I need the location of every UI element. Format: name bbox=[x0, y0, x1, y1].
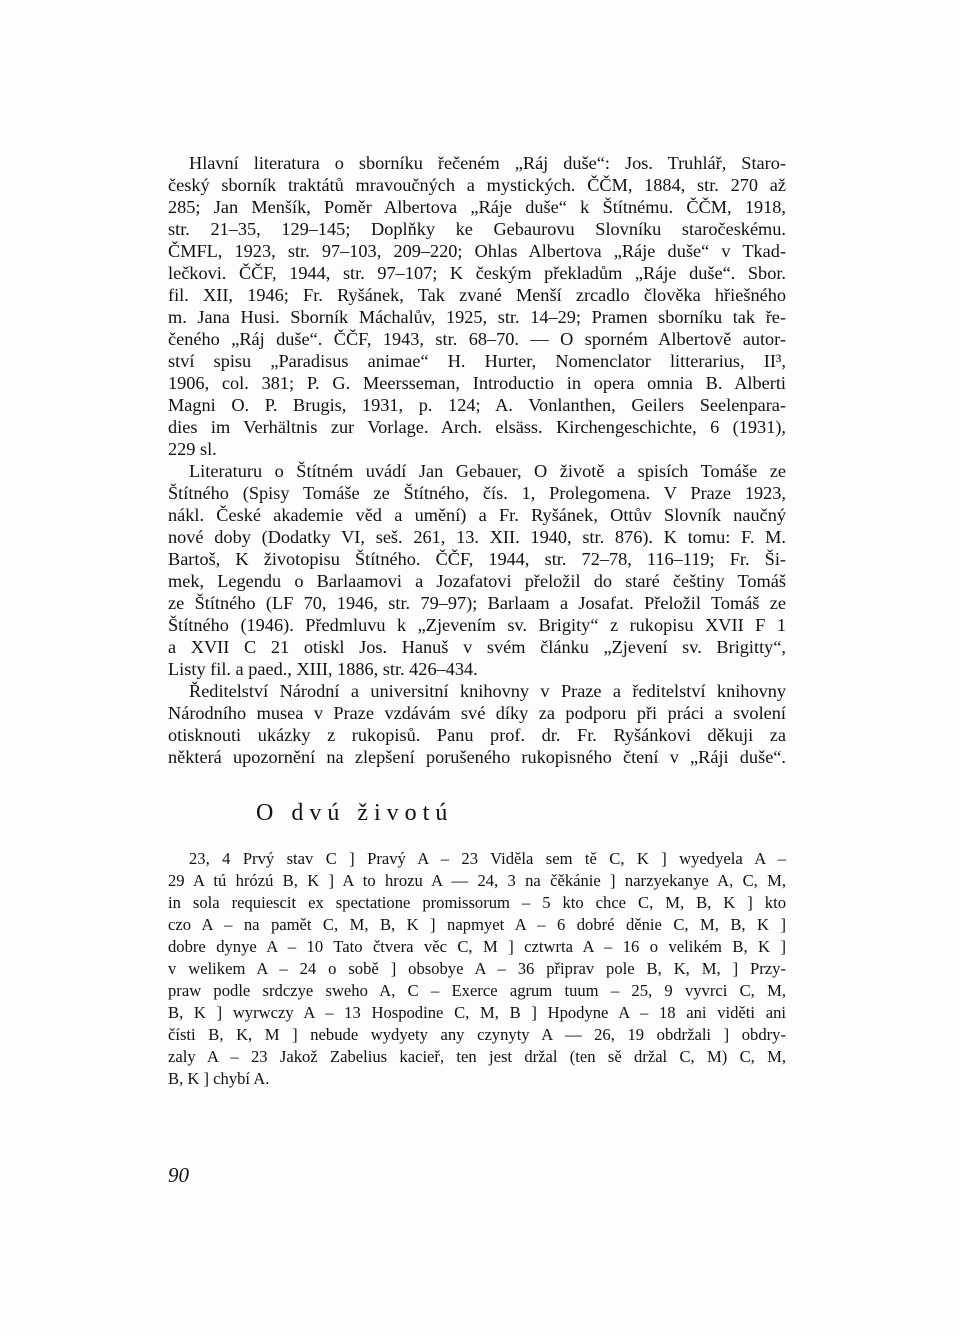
bibliography-line: m. Jana Husi. Sborník Máchalův, 1925, str. 14–29; Pramen sborníku tak ře- bbox=[168, 307, 786, 327]
acknowledgement-line: některá upozornění na zlepšení porušeného rukopisného čtení v „Ráji duše“. bbox=[168, 747, 786, 767]
apparatus-line: B, K ] chybí A. bbox=[168, 1069, 270, 1088]
bibliography-line: ze Štítného (LF 70, 1946, str. 79–97); Barlaam a Josafat. Přeložil Tomáš ze bbox=[168, 593, 786, 613]
apparatus-line: zaly A – 23 Jakož Zabelius kacieř, ten jest držal (ten sě držal C, M) C, M, bbox=[168, 1047, 786, 1066]
bibliography-line: 285; Jan Menšík, Poměr Albertova „Ráje duše“ k Štítnému. ČČM, 1918, bbox=[168, 197, 786, 217]
apparatus-line: čísti B, K, M ] nebude wydyety any czynyty A — 26, 19 obdržali ] obdry- bbox=[168, 1025, 786, 1044]
bibliography-line: Bartoš, K životopisu Štítného. ČČF, 1944, str. 72–78, 116–119; Fr. Ši- bbox=[168, 549, 786, 569]
bibliography-line: ství spisu „Paradisus animae“ H. Hurter, Nomenclator litterarius, II³, bbox=[168, 351, 786, 371]
apparatus-line: 23, 4 Prvý stav C ] Pravý A – 23 Viděla sem tě C, K ] wyedyela A – bbox=[189, 849, 786, 868]
bibliography-line: a XVII C 21 otiskl Jos. Hanuš v svém článku „Zjevení sv. Brigitty“, bbox=[168, 637, 786, 657]
bibliography-line: lečkovi. ČČF, 1944, str. 97–107; K českým překladům „Ráje duše“. Sbor. bbox=[168, 263, 786, 283]
bibliography-line: nákl. České akademie věd a umění) a Fr. Ryšánek, Ottův Slovník naučný bbox=[168, 505, 786, 525]
apparatus-line: in sola requiescit ex spectatione promissorum – 5 kto chce C, M, B, K ] kto bbox=[168, 893, 786, 912]
bibliography-line: Štítného (1946). Předmluvu k „Zjevením sv. Brigity“ z rukopisu XVII F 1 bbox=[168, 615, 786, 635]
apparatus-line: dobre dynye A – 10 Tato čtvera věc C, M ] cztwrta A – 16 o velikém B, K ] bbox=[168, 937, 786, 956]
acknowledgement-line: otisknouti ukázky z rukopisů. Panu prof. dr. Fr. Ryšánkovi děkuji za bbox=[168, 725, 786, 745]
apparatus-line: praw podle srdczye sweho A, C – Exerce agrum tuum – 25, 9 vyvrci C, M, bbox=[168, 981, 786, 1000]
bibliography-line: Literaturu o Štítném uvádí Jan Gebauer, O životě a spisích Tomáše ze bbox=[189, 461, 786, 481]
bibliography-line: 229 sl. bbox=[168, 439, 217, 459]
bibliography-line: Listy fil. a paed., XIII, 1886, str. 426–434. bbox=[168, 659, 478, 679]
acknowledgement-line: Ředitelství Národní a universitní knihovny v Praze a ředitelství knihovny bbox=[189, 681, 786, 701]
apparatus-line: czo A – na pamět C, M, B, K ] napmyet A – 6 dobré děnie C, M, B, K ] bbox=[168, 915, 786, 934]
bibliography-line: Magni O. P. Brugis, 1931, p. 124; A. Vonlanthen, Geilers Seelenpara- bbox=[168, 395, 786, 415]
apparatus-line: B, K ] wyrwczy A – 13 Hospodine C, M, B ] Hpodyne A – 18 ani viděti ani bbox=[168, 1003, 786, 1022]
bibliography-line: čeného „Ráj duše“. ČČF, 1943, str. 68–70. — O sporném Albertově autor- bbox=[168, 329, 786, 349]
bibliography-line: dies im Verhältnis zur Vorlage. Arch. elsäss. Kirchengeschichte, 6 (1931), bbox=[168, 417, 786, 437]
bibliography-line: mek, Legendu o Barlaamovi a Jozafatovi přeložil do staré češtiny Tomáš bbox=[168, 571, 786, 591]
bibliography-line: nové doby (Dodatky VI, seš. 261, 13. XII. 1940, str. 876). K tomu: F. M. bbox=[168, 527, 786, 547]
bibliography-line: ČMFL, 1923, str. 97–103, 209–220; Ohlas Albertova „Ráje duše“ v Tkad- bbox=[168, 241, 786, 261]
bibliography-line: 1906, col. 381; P. G. Meersseman, Introductio in opera omnia B. Alberti bbox=[168, 373, 786, 393]
apparatus-line: 29 A tú hrózú B, K ] A to hrozu A — 24, 3 na čěkánie ] narzyekanye A, C, M, bbox=[168, 871, 786, 890]
section-heading: O dvú životú bbox=[256, 800, 454, 826]
apparatus-line: v welikem A – 24 o sobě ] obsobye A – 36 připrav pole B, K, M, ] Przy- bbox=[168, 959, 786, 978]
bibliography-line: str. 21–35, 129–145; Doplňky ke Gebaurovu Slovníku staročeskému. bbox=[168, 219, 786, 239]
bibliography-line: Štítného (Spisy Tomáše ze Štítného, čís. 1, Prolegomena. V Praze 1923, bbox=[168, 483, 786, 503]
bibliography-line: fil. XII, 1946; Fr. Ryšánek, Tak zvané Menší zrcadlo člověka hřiešného bbox=[168, 285, 786, 305]
acknowledgement-line: Národního musea v Praze vzdávám své díky za podporu při práci a svolení bbox=[168, 703, 786, 723]
bibliography-line: český sborník traktátů mravoučných a mystických. ČČM, 1884, str. 270 až bbox=[168, 175, 786, 195]
bibliography-line: Hlavní literatura o sborníku řečeném „Ráj duše“: Jos. Truhlář, Staro- bbox=[189, 153, 786, 173]
page-number: 90 bbox=[168, 1163, 189, 1187]
